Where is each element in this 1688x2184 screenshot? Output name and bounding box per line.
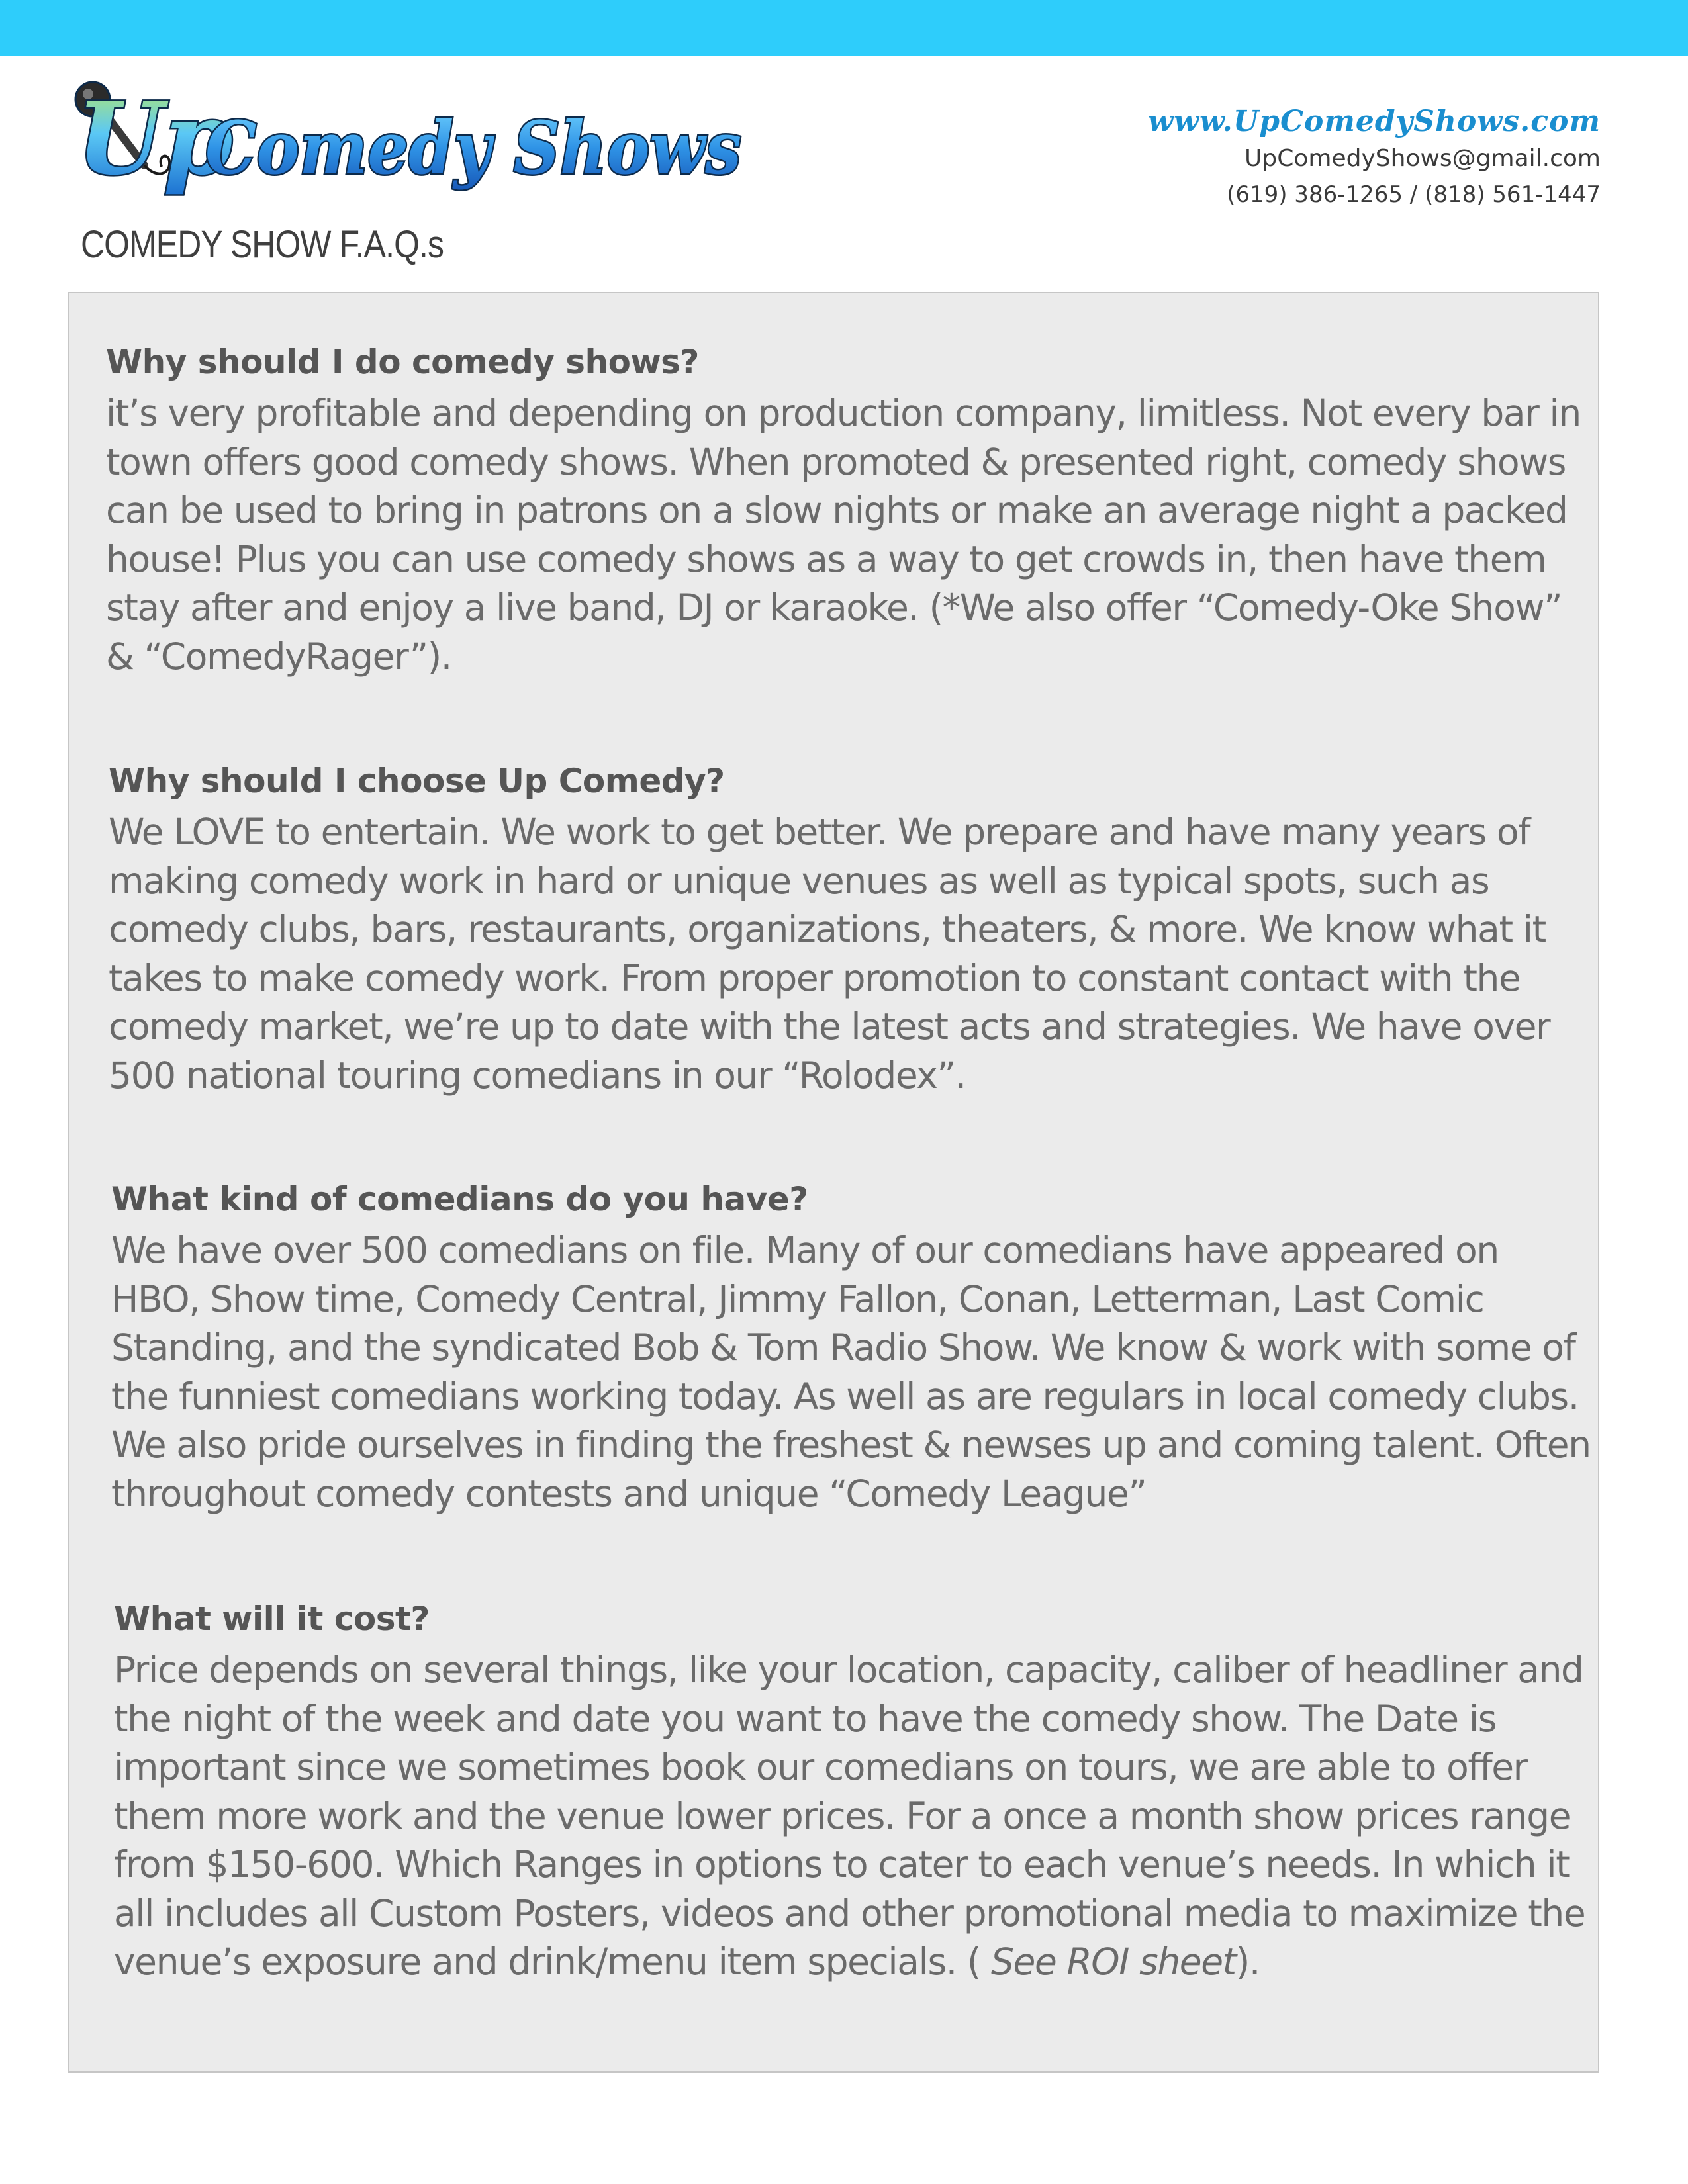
answer-line: can be used to bring in patrons on a slow nights or make an average night a packed (106, 489, 1568, 531)
top-color-bar (0, 0, 1688, 56)
answer-line: the night of the week and date you want to have the comedy show. The Date is (114, 1697, 1496, 1740)
faq-question: What kind of comedians do you have? (111, 1180, 808, 1218)
up-comedy-shows-logo (65, 74, 747, 197)
answer-line: house! Plus you can use comedy shows as a way to get crowds in, then have them (106, 537, 1546, 580)
faq-panel (68, 292, 1599, 2073)
answer-line: We have over 500 comedians on file. Many of our comedians have appeared on (111, 1229, 1499, 1271)
faq-answer (106, 389, 1609, 681)
answer-text: ). (1235, 1940, 1260, 1983)
answer-line: throughout comedy contests and unique “Comedy League” (111, 1472, 1147, 1515)
answer-line (114, 1938, 1617, 1987)
phone-numbers: (619) 386-1265 / (818) 561-1447 (1227, 181, 1601, 208)
answer-line: them more work and the venue lower prices. For a once a month show prices range (114, 1794, 1571, 1837)
faq-question: Why should I do comedy shows? (106, 343, 699, 381)
faq-item (114, 1600, 1617, 1987)
answer-line: town offers good comedy shows. When promoted & presented right, comedy shows (106, 440, 1566, 483)
svg-text:Comedy Shows: Comedy Shows (205, 105, 741, 191)
faq-answer (114, 1646, 1617, 1987)
faq-answer (109, 808, 1611, 1100)
answer-line: from $150-600. Which Ranges in options to cater to each venue’s needs. In which it (114, 1843, 1570, 1886)
faq-answer (111, 1226, 1614, 1518)
answer-line: HBO, Show time, Comedy Central, Jimmy Fallon, Conan, Letterman, Last Comic (111, 1277, 1484, 1320)
answer-text: venue’s exposure and drink/menu item specials. ( (114, 1940, 992, 1983)
answer-line: 500 national touring comedians in our “Rolodex”. (109, 1054, 966, 1097)
answer-line: Price depends on several things, like your location, capacity, caliber of headliner and (114, 1649, 1583, 1691)
answer-line: making comedy work in hard or unique venues as well as typical spots, such as (109, 859, 1489, 902)
answer-line: Standing, and the syndicated Bob & Tom Radio Show. We know & work with some of (111, 1326, 1575, 1369)
faq-item (111, 1180, 1614, 1518)
answer-line: important since we sometimes book our comedians on tours, we are able to offer (114, 1746, 1527, 1788)
answer-line: all includes all Custom Posters, videos and other promotional media to maximize the (114, 1891, 1585, 1934)
roi-sheet-reference: See ROI sheet (991, 1940, 1236, 1983)
answer-line: comedy clubs, bars, restaurants, organizations, theaters, & more. We know what it (109, 908, 1546, 950)
website-link[interactable]: www.UpComedyShows.com (1148, 105, 1601, 138)
svg-text:Up: Up (77, 81, 233, 197)
faq-question: What will it cost? (114, 1600, 430, 1638)
page-title: COMEDY SHOW F.A.Q.s (81, 223, 444, 266)
answer-line: takes to make comedy work. From proper promotion to constant contact with the (109, 956, 1521, 999)
answer-line: stay after and enjoy a live band, DJ or karaoke. (*We also offer “Comedy-Oke Show” (106, 586, 1562, 629)
answer-line: & “ComedyRager”). (106, 635, 451, 678)
answer-line: the funniest comedians working today. As well as are regulars in local comedy clubs. (111, 1375, 1579, 1418)
answer-line: We LOVE to entertain. We work to get better. We prepare and have many years of (109, 811, 1530, 853)
faq-item (106, 343, 1609, 681)
answer-line: We also pride ourselves in finding the freshest & newses up and coming talent. Often (111, 1424, 1591, 1466)
contact-block (1148, 105, 1601, 208)
faq-question: Why should I choose Up Comedy? (109, 762, 725, 800)
email-address[interactable]: UpComedyShows@gmail.com (1244, 145, 1601, 172)
answer-line: comedy market, we’re up to date with the latest acts and strategies. We have over (109, 1005, 1550, 1048)
faq-item (109, 762, 1611, 1100)
answer-line: it’s very profitable and depending on production company, limitless. Not every bar in (106, 392, 1581, 434)
